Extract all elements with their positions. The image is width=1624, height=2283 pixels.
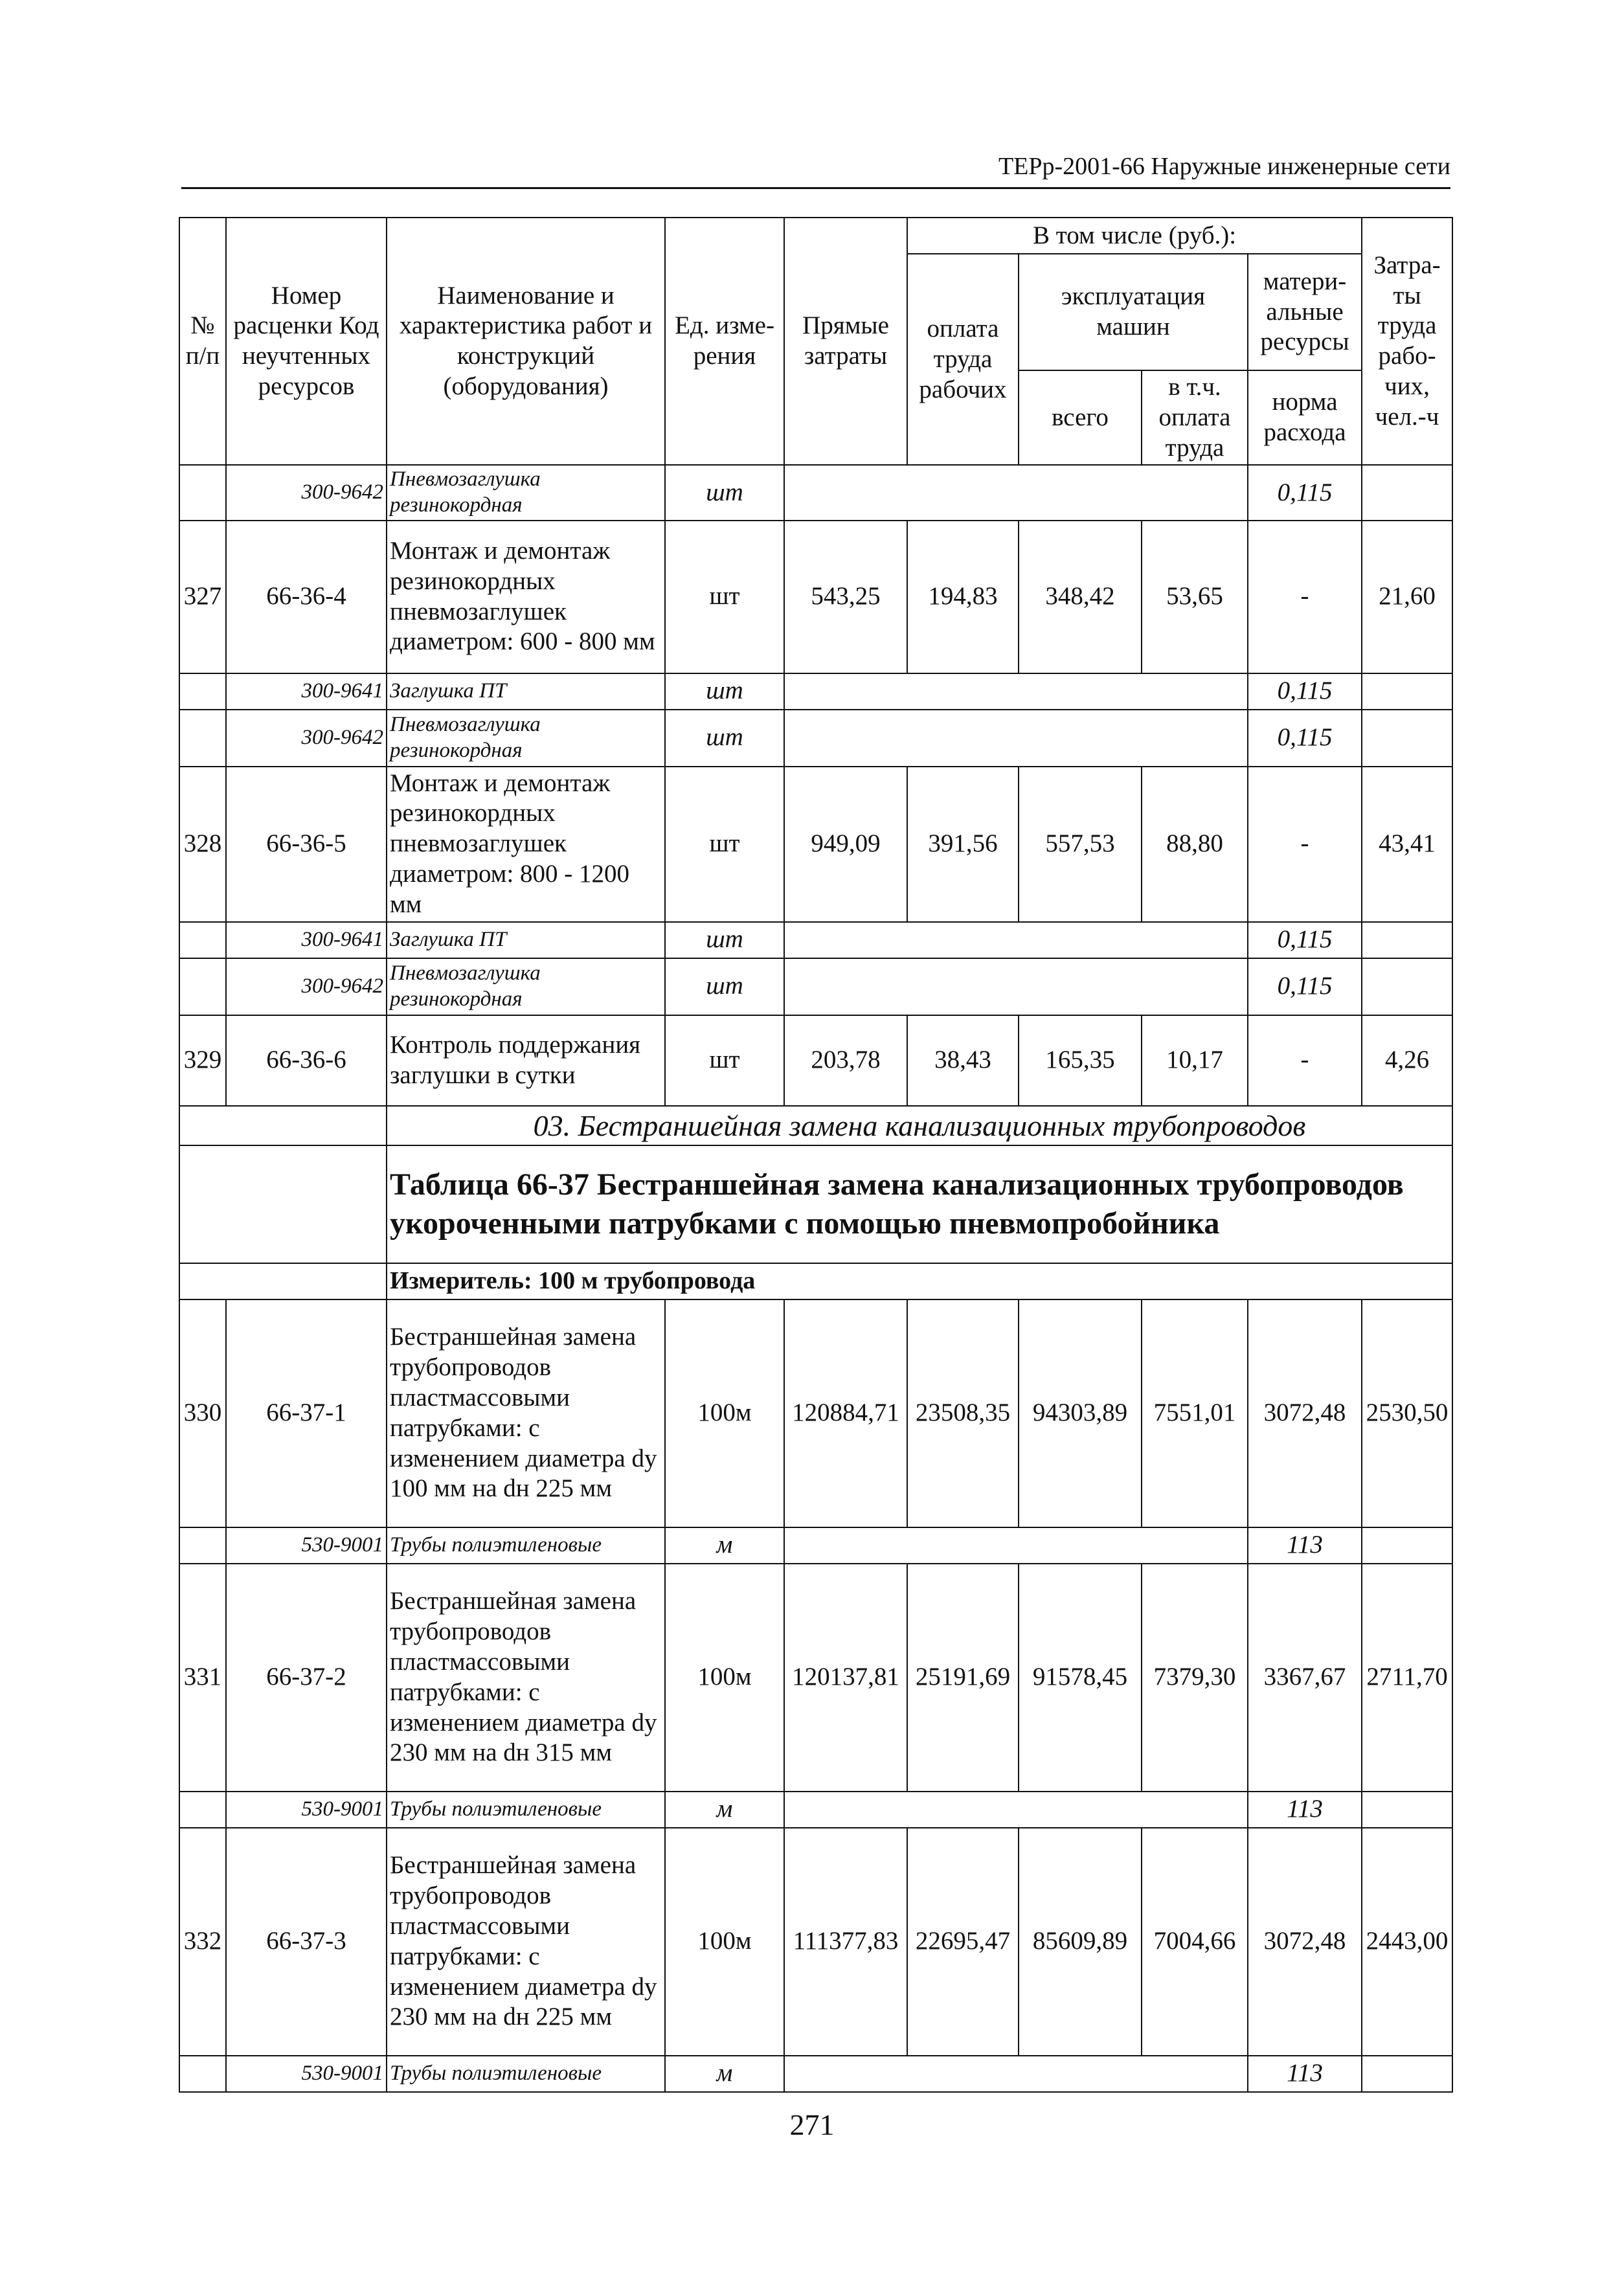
item-direct: 203,78 bbox=[784, 1015, 907, 1106]
item-name: Монтаж и демонтаж резинокордных пневмозаглушек диаметром: 600 - 800 мм bbox=[387, 521, 665, 673]
header-labor-pay: оплата труда рабочих bbox=[907, 254, 1019, 465]
header-num: № п/п bbox=[179, 218, 226, 465]
item-machines-pay: 7004,66 bbox=[1142, 1828, 1248, 2056]
header-name: Наименование и характеристика работ и конструкций (оборудования) bbox=[387, 218, 665, 465]
item-direct: 120137,81 bbox=[784, 1564, 907, 1792]
header-unit: Ед. изме-рения bbox=[665, 218, 784, 465]
item-labor-pay: 391,56 bbox=[907, 767, 1019, 922]
resource-norm: 0,115 bbox=[1248, 673, 1362, 710]
item-machines: 348,42 bbox=[1019, 521, 1142, 673]
item-unit: 100м bbox=[665, 1564, 784, 1792]
item-labor-cost: 2530,50 bbox=[1362, 1299, 1452, 1527]
table-title-row bbox=[179, 1145, 1452, 1263]
header-materials: матери-альные ресурсы bbox=[1248, 254, 1362, 370]
item-labor-pay: 25191,69 bbox=[907, 1564, 1019, 1792]
resource-unit: м bbox=[665, 2056, 784, 2092]
header-machines: эксплуатация машин bbox=[1019, 254, 1248, 370]
item-machines-pay: 7551,01 bbox=[1142, 1299, 1248, 1527]
resource-code: 530-9001 bbox=[226, 1527, 387, 1564]
resource-name: Заглушка ПТ bbox=[387, 673, 665, 710]
item-row bbox=[179, 767, 1452, 922]
header-direct: Прямые затраты bbox=[784, 218, 907, 465]
item-name: Бестраншейная замена трубопроводов пластмассовыми патрубками: с изменением диаметра dy 230 мм на dн 315 мм bbox=[387, 1564, 665, 1792]
item-labor-cost: 2711,70 bbox=[1362, 1564, 1452, 1792]
resource-name: Пневмозаглушка резинокордная bbox=[387, 958, 665, 1015]
item-code: 66-37-3 bbox=[226, 1828, 387, 2056]
resource-unit: шт bbox=[665, 710, 784, 767]
item-machines: 557,53 bbox=[1019, 767, 1142, 922]
item-labor-pay: 23508,35 bbox=[907, 1299, 1019, 1527]
item-materials: - bbox=[1248, 1015, 1362, 1106]
item-labor-pay: 194,83 bbox=[907, 521, 1019, 673]
header-machines-pay: в т.ч. оплата труда bbox=[1142, 370, 1248, 465]
resource-unit: шт bbox=[665, 673, 784, 710]
item-num: 329 bbox=[179, 1015, 226, 1106]
item-unit: 100м bbox=[665, 1828, 784, 2056]
item-row bbox=[179, 1564, 1452, 1792]
table-title: Таблица 66-37 Бестраншейная замена канализационных трубопроводов укороченными патрубками с помощью пневмопробойника bbox=[387, 1145, 1452, 1263]
resource-row bbox=[179, 922, 1452, 958]
item-row bbox=[179, 521, 1452, 673]
item-materials: 3367,67 bbox=[1248, 1564, 1362, 1792]
resource-code: 300-9642 bbox=[226, 710, 387, 767]
item-name: Бестраншейная замена трубопроводов пластмассовыми патрубками: с изменением диаметра dy 230 мм на dн 225 мм bbox=[387, 1828, 665, 2056]
resource-norm: 0,115 bbox=[1248, 710, 1362, 767]
resource-code: 300-9641 bbox=[226, 922, 387, 958]
item-direct: 111377,83 bbox=[784, 1828, 907, 2056]
resource-norm: 113 bbox=[1248, 2056, 1362, 2092]
resource-code: 530-9001 bbox=[226, 2056, 387, 2092]
item-row bbox=[179, 1015, 1452, 1106]
item-labor-pay: 38,43 bbox=[907, 1015, 1019, 1106]
item-labor-cost: 2443,00 bbox=[1362, 1828, 1452, 2056]
resource-code: 300-9642 bbox=[226, 958, 387, 1015]
resource-row bbox=[179, 1527, 1452, 1564]
item-direct: 120884,71 bbox=[784, 1299, 907, 1527]
item-machines-pay: 7379,30 bbox=[1142, 1564, 1248, 1792]
resource-name: Пневмозаглушка резинокордная bbox=[387, 465, 665, 520]
measure-row bbox=[179, 1263, 1452, 1299]
resource-code: 300-9642 bbox=[226, 465, 387, 520]
page-number: 271 bbox=[789, 2108, 835, 2141]
header-code: Номер расценки Код неучтенных ресурсов bbox=[226, 218, 387, 465]
resource-row bbox=[179, 1792, 1452, 1828]
item-labor-cost: 21,60 bbox=[1362, 521, 1452, 673]
item-num: 332 bbox=[179, 1828, 226, 2056]
item-code: 66-37-1 bbox=[226, 1299, 387, 1527]
item-code: 66-36-6 bbox=[226, 1015, 387, 1106]
item-materials: 3072,48 bbox=[1248, 1828, 1362, 2056]
item-row bbox=[179, 1828, 1452, 2056]
item-row bbox=[179, 1299, 1452, 1527]
resource-unit: шт bbox=[665, 958, 784, 1015]
resource-name: Пневмозаглушка резинокордная bbox=[387, 710, 665, 767]
item-name: Контроль поддержания заглушки в сутки bbox=[387, 1015, 665, 1106]
item-code: 66-36-5 bbox=[226, 767, 387, 922]
item-code: 66-36-4 bbox=[226, 521, 387, 673]
price-table bbox=[179, 217, 1453, 2093]
item-labor-pay: 22695,47 bbox=[907, 1828, 1019, 2056]
resource-code: 300-9641 bbox=[226, 673, 387, 710]
item-name: Монтаж и демонтаж резинокордных пневмозаглушек диаметром: 800 - 1200 мм bbox=[387, 767, 665, 922]
resource-name: Трубы полиэтиленовые bbox=[387, 2056, 665, 2092]
resource-unit: шт bbox=[665, 465, 784, 520]
item-unit: шт bbox=[665, 521, 784, 673]
item-code: 66-37-2 bbox=[226, 1564, 387, 1792]
measure: Измеритель: 100 м трубопровода bbox=[387, 1263, 1452, 1299]
item-name: Бестраншейная замена трубопроводов пластмассовыми патрубками: с изменением диаметра dy 100 мм на dн 225 мм bbox=[387, 1299, 665, 1527]
header-labor-cost: Затра-ты труда рабо-чих, чел.-ч bbox=[1362, 218, 1452, 465]
resource-unit: м bbox=[665, 1792, 784, 1828]
resource-unit: м bbox=[665, 1527, 784, 1564]
item-machines-pay: 53,65 bbox=[1142, 521, 1248, 673]
resource-name: Трубы полиэтиленовые bbox=[387, 1792, 665, 1828]
item-machines: 165,35 bbox=[1019, 1015, 1142, 1106]
item-num: 327 bbox=[179, 521, 226, 673]
item-direct: 949,09 bbox=[784, 767, 907, 922]
item-num: 328 bbox=[179, 767, 226, 922]
resource-row bbox=[179, 958, 1452, 1015]
resource-norm: 0,115 bbox=[1248, 922, 1362, 958]
resource-name: Трубы полиэтиленовые bbox=[387, 1527, 665, 1564]
resource-row bbox=[179, 710, 1452, 767]
item-direct: 543,25 bbox=[784, 521, 907, 673]
resource-row bbox=[179, 673, 1452, 710]
item-unit: шт bbox=[665, 1015, 784, 1106]
running-head: ТЕРр-2001-66 Наружные инженерные сети bbox=[181, 152, 1450, 189]
resource-name: Заглушка ПТ bbox=[387, 922, 665, 958]
resource-unit: шт bbox=[665, 922, 784, 958]
item-materials: - bbox=[1248, 767, 1362, 922]
item-materials: 3072,48 bbox=[1248, 1299, 1362, 1527]
item-machines: 94303,89 bbox=[1019, 1299, 1142, 1527]
resource-code: 530-9001 bbox=[226, 1792, 387, 1828]
item-machines-pay: 88,80 bbox=[1142, 767, 1248, 922]
item-unit: шт bbox=[665, 767, 784, 922]
item-labor-cost: 43,41 bbox=[1362, 767, 1452, 922]
resource-norm: 0,115 bbox=[1248, 465, 1362, 520]
item-labor-cost: 4,26 bbox=[1362, 1015, 1452, 1106]
resource-row bbox=[179, 465, 1452, 520]
resource-norm: 0,115 bbox=[1248, 958, 1362, 1015]
item-machines: 85609,89 bbox=[1019, 1828, 1142, 2056]
header-machines-total: всего bbox=[1019, 370, 1142, 465]
section-row bbox=[179, 1106, 1452, 1145]
resource-norm: 113 bbox=[1248, 1527, 1362, 1564]
header-norm: норма расхода bbox=[1248, 370, 1362, 465]
item-machines: 91578,45 bbox=[1019, 1564, 1142, 1792]
item-materials: - bbox=[1248, 521, 1362, 673]
resource-norm: 113 bbox=[1248, 1792, 1362, 1828]
item-machines-pay: 10,17 bbox=[1142, 1015, 1248, 1106]
item-num: 330 bbox=[179, 1299, 226, 1527]
item-unit: 100м bbox=[665, 1299, 784, 1527]
resource-row bbox=[179, 2056, 1452, 2092]
item-num: 331 bbox=[179, 1564, 226, 1792]
section-title: 03. Бестраншейная замена канализационных трубопроводов bbox=[387, 1106, 1452, 1145]
header-incl: В том числе (руб.): bbox=[907, 218, 1362, 254]
